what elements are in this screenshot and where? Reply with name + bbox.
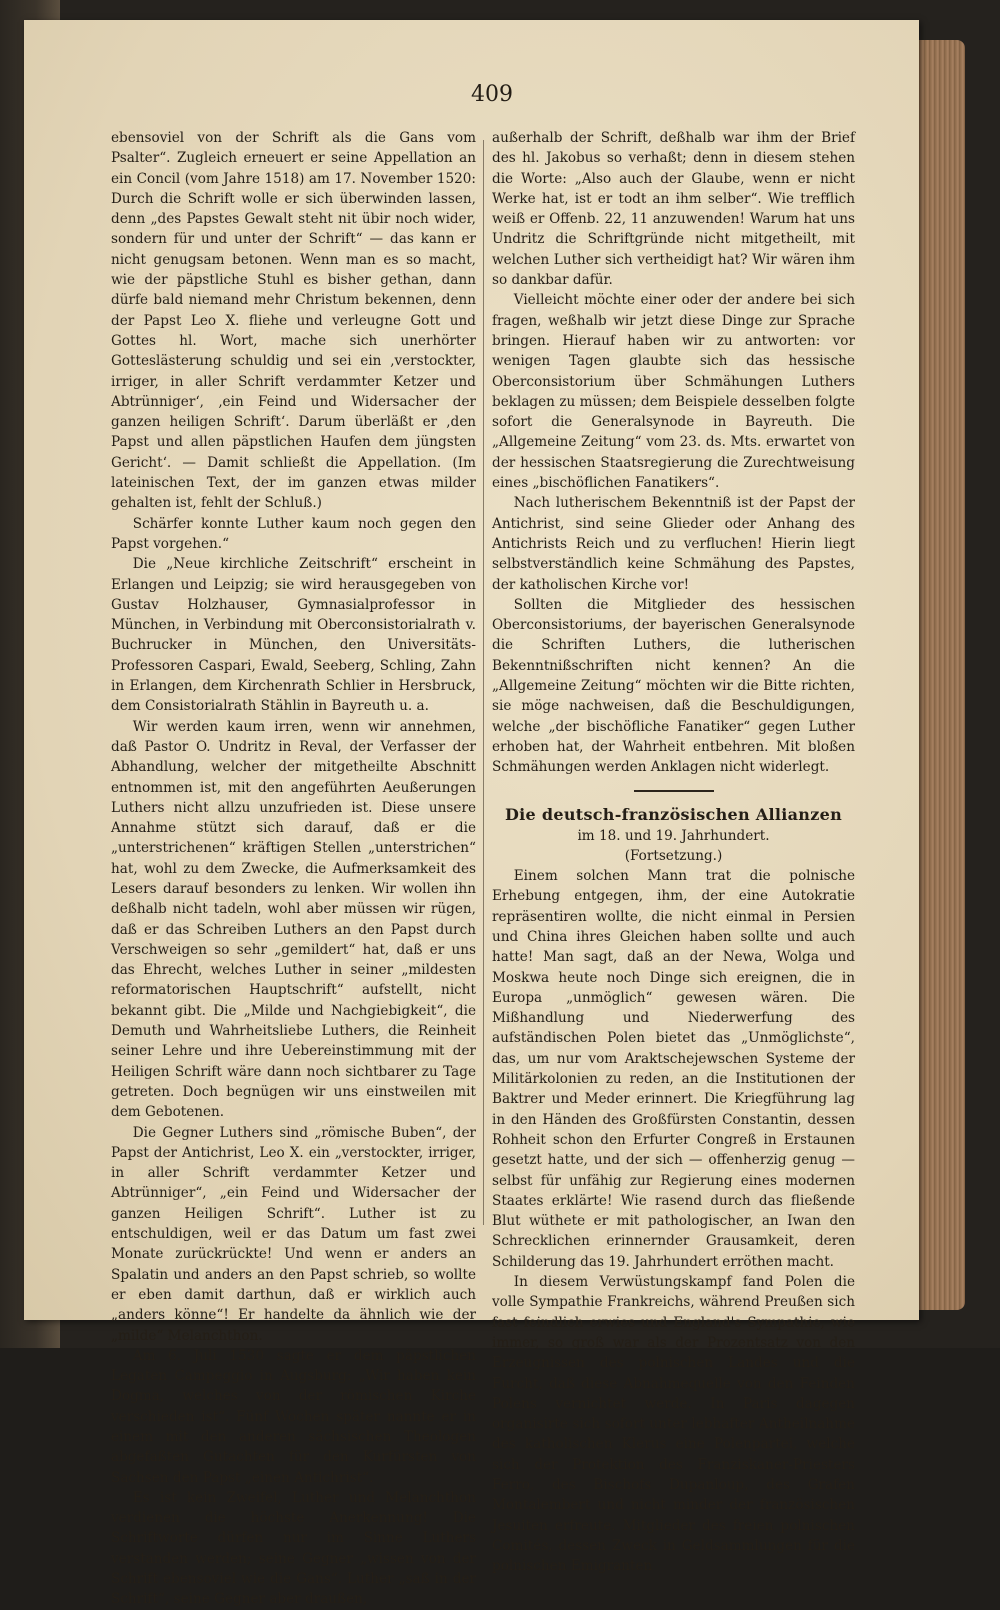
right-column	[492, 128, 855, 1576]
section-divider	[634, 790, 714, 792]
paragraph: Schärfer konnte Luther kaum noch gegen den Papst vorgehen.“	[111, 515, 476, 552]
paragraph: Die Gegner Luthers sind „römische Buben“, der Papst der Antichrist, Leo X. ein „verstockter, irriger, in aller Schrift verdammter Ketzer und Abtrünniger“, „ein Feind und Widersacher der ganzen Heiligen Schrift“. Luther ist zu entschuldigen, weil er das Datum um fast zwei Monate zurückrückte! Und wenn er anders an Spalatin und anders an den Papst schrieb, so wollte er eben damit darthun, daß er wirklich auch „anders könne“! Er handelte da ähnlich wie der „milde“ Melanchthon.	[111, 1124, 476, 1344]
paragraph: In diesem Verwüstungskampf fand Polen die volle Sympathie Frankreichs, während Preußen sich fast feindlich erwies und England's Sympathie, wie immer, so groß war als der Prozentsatz von den Erzeugnissen des polnischen Landes und die Furcht, daß diese Abnahmequelle von den Feinden Polens vernichtet werde. In Paris dagegen organisirte sich sofort unter lebhafter Antheilnahme des katholischen Klerus eine Polenpartei, welche sich der Protektion des Franziskaner-Priesters Ferro, des Bischofs Dupanloup, des Grafen Montalembert und nicht minder der französischen Jesuiten erfreute. Mitglieder des freien polnischen Comités, dessen Zweck in Geldsammlungen für die polnischen Emigranten	[492, 1274, 855, 1575]
column-divider	[483, 140, 484, 1225]
paragraph: ebensoviel von der Schrift als die Gans vom Psalter“. Zugleich erneuert er seine Appellation an ein Concil (vom Jahre 1518) am 17. November 1520: Durch die Schrift wolle er sich überwinden lassen, denn „des Papstes Gewalt steht nit übir noch wider, sondern für und unter der Schrift“ — das kann er nicht genugsam betonen. Wenn man es so macht, wie der päpstliche Stuhl es bisher gethan, dann dürfe bald niemand mehr Christum bekennen, denn der Papst Leo X. fliehe und verleugne Gott und Gottes hl. Wort, mache sich unerhörter Gotteslästerung schuldig und sei ein ‚verstockter, irriger, in aller Schrift verdammter Ketzer und Abtrünniger‘, ‚ein Feind und Widersacher der ganzen heiligen Schrift‘. Darum überläßt er ‚den Papst und allen päpstlichen Haufen dem jüngsten Gericht‘. — Damit schließt die Appellation. (Im lateinischen Text, der im ganzen etwas milder gehalten ist, fehlt der Schluß.)	[111, 130, 476, 512]
paragraph: Sollten die Mitglieder des hessischen Oberconsistoriums, der bayerischen Generalsynode die Schriften Luthers, die lutherischen Bekenntnißschriften nicht kennen? An die „Allgemeine Zeitung“ möchten wir die Bitte richten, sie möge nachweisen, daß die Beschuldigungen, welche „der bischöfliche Fanatiker“ gegen Luther erhoben hat, der Wahrheit entbehren. Mit bloßen Schmähungen werden Anklagen nicht widerlegt.	[492, 596, 855, 776]
paragraph: Es ist kein Zweifel, Luther und Melanchthon verdienen die höchste Anerkennung! Die Schriftworte dürfen nur im Sinne Luthers verstanden werden; seine Gegner „wissen von der Schrift ebensoviel wie die Gans“. Luther „saß in der Schrift“, seine Gegner aber draußen,	[111, 1489, 476, 1608]
paragraph: außerhalb der Schrift, deßhalb war ihm der Brief des hl. Jakobus so verhaßt; denn in diesem stehen die Worte: „Also auch der Glaube, wenn er nicht Werke hat, ist er todt an ihm selber“. Wie trefflich weiß er Offenb. 22, 11 anzuwenden! Warum hat uns Undritz die Schriftgründe nicht mitgetheilt, mit welchen Luther sich vertheidigt hat? Wir wären ihm so dankbar dafür.	[492, 130, 855, 289]
article-title: Die deutsch-französischen Allianzen	[504, 804, 843, 824]
page-number: 409	[471, 82, 513, 107]
paragraph: Nach lutherischem Bekenntniß ist der Papst der Antichrist, sind seine Glieder oder Anhang des Antichrists Reich und zu verfluchen! Hierin liegt selbstverständlich keine Schmähung des Papstes, der katholischen Kirche vor!	[492, 495, 855, 593]
paragraph: Vielleicht möchte einer oder der andere bei sich fragen, weßhalb wir jetzt diese Dinge zur Sprache bringen. Hierauf haben wir zu antworten: vor wenigen Tagen glaubte sich das hessische Oberconsistorium über Schmähungen Luthers beklagen zu müssen; dem Beispiele desselben folgte sofort die Generalsynode in Bayreuth. Die „Allgemeine Zeitung“ vom 23. ds. Mts. erwartet von der hessischen Staatsregierung die Zurechtweisung eines „bischöflichen Fanatikers“.	[492, 292, 855, 492]
continuation-note: (Fortsetzung.)	[624, 847, 723, 864]
paragraph: Am 6. Juli 1530 sagte er dem päpstlichen Legaten Campeggio in Augsburg: „Wir haben kein Dogma, welches von der römischen Kirche verschieden ist“. Fünf Wochen später nannte er in einem mit den anderen sächsischen Theologen abgefaßten Gutachten für den Kurfürsten von Sachsen den Papst „einen Antichrist“.	[111, 1347, 476, 1486]
paragraph: Wir werden kaum irren, wenn wir annehmen, daß Pastor O. Undritz in Reval, der Verfasser der Abhandlung, welcher der mitgetheilte Abschnitt entnommen ist, mit den angeführten Aeußerungen Luthers nicht allzu unzufrieden ist. Diese unsere Annahme stützt sich darauf, daß er die „unterstrichenen“ kräftigen Stellen „unterstrichen“ hat, wohl zu dem Zwecke, die Aufmerksamkeit des Lesers darauf besonders zu lenken. Wir wollen ihn deßhalb nicht tadeln, wohl aber müssen wir rügen, daß er das Schreiben Luthers an den Papst durch Verschweigen so sehr „gemildert“ hat, daß er uns das Ehrecht, welches Luther in seiner „mildesten reformatorischen Hauptschrift“ aufstellt, nicht bekannt gibt. Die „Milde und Nachgiebigkeit“, die Demuth und Wahrheitsliebe Luthers, die Reinheit seiner Lehre und ihre Uebereinstimmung mit der Heiligen Schrift wäre dann noch sichtbarer zu Tage getreten. Doch begnügen wir uns einstweilen mit dem Gebotenen.	[111, 718, 476, 1121]
left-column	[111, 128, 476, 1610]
paragraph: Die „Neue kirchliche Zeitschrift“ erscheint in Erlangen und Leipzig; sie wird herausgegeben von Gustav Holzhauser, Gymnasialprofessor in München, in Verbindung mit Oberconsistorialrath v. Buchrucker in München, den Universitäts-Professoren Caspari, Ewald, Seeberg, Schling, Zahn in Erlangen, dem Kirchenrath Schlier in Hersbruck, dem Consistorialrath Stählin in Bayreuth u. a.	[111, 556, 476, 715]
article-subtitle: im 18. und 19. Jahrhundert.	[577, 827, 770, 844]
paragraph: Einem solchen Mann trat die polnische Erhebung entgegen, ihm, der eine Autokratie repräsentiren wollte, die nicht einmal in Persien und China ihres Gleichen haben sollte und auch hatte! Man sagt, daß an der Newa, Wolga und Moskwa heute noch Dinge sich ereignen, die in Europa „unmöglich“ gewesen wären. Die Mißhandlung und Niederwerfung des aufständischen Polen bietet das „Unmöglichste“, das, um nur vom Araktschejewschen Systeme der Militärkolonien zu reden, an die Institutionen der Baktrer und Meder erinnert. Die Kriegführung lag in den Händen des Großfürsten Constantin, dessen Rohheit schon den Erfurter Congreß in Erstaunen gesetzt hatte, und der sich — offenherzig genug — selbst für unfähig zur Regierung eines modernen Staates erklärte! Wie rasend durch das fließende Blut wüthete er mit pathologischer, an Iwan den Schrecklichen erinnernder Grausamkeit, deren Schilderung das 19. Jahrhundert erröthen macht.	[492, 868, 855, 1270]
